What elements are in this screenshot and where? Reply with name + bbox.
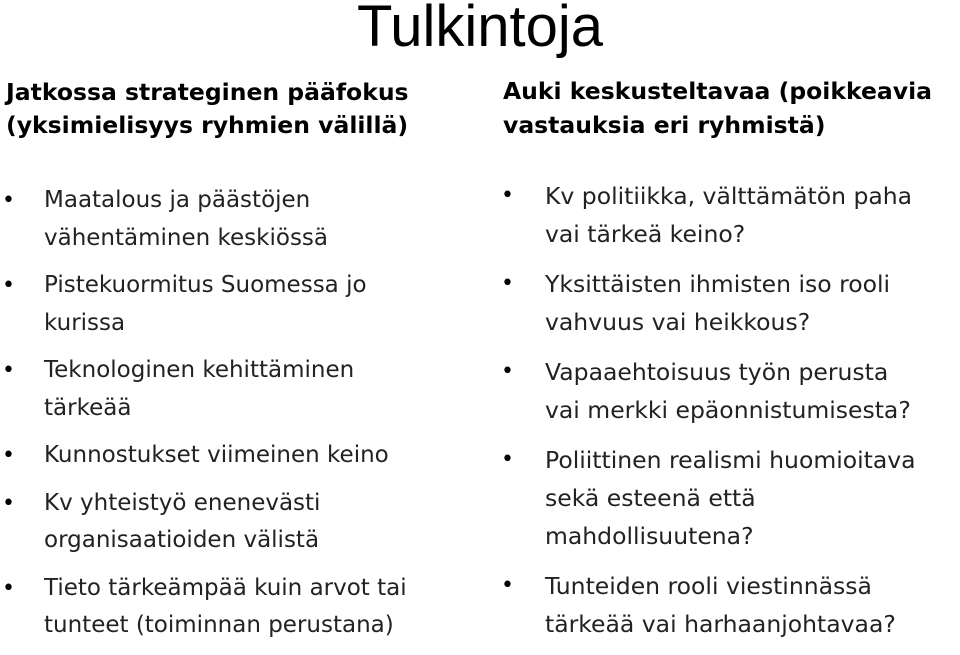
heading-line: Jatkossa strateginen pääfokus bbox=[6, 78, 409, 106]
item-line: vahvuus vai heikkous? bbox=[545, 308, 811, 336]
bullet-icon: • bbox=[2, 358, 15, 383]
item-line: mahdollisuutena? bbox=[545, 522, 754, 550]
item-line: sekä esteenä että bbox=[545, 484, 756, 512]
item-line: tunteet (toiminnan perustana) bbox=[44, 612, 394, 638]
item-line: vai merkki epäonnistumisesta? bbox=[545, 396, 911, 424]
item-line: Yksittäisten ihmisten iso rooli bbox=[545, 270, 891, 298]
list-item bbox=[503, 265, 958, 341]
list-item bbox=[503, 441, 958, 555]
list-item bbox=[503, 177, 958, 253]
list-item bbox=[2, 267, 476, 342]
bullet-icon: • bbox=[2, 188, 15, 213]
left-column-heading bbox=[6, 76, 476, 142]
heading-line: (yksimielisyys ryhmien välillä) bbox=[6, 111, 409, 139]
bullet-icon: • bbox=[501, 183, 514, 208]
right-column bbox=[503, 76, 958, 655]
list-item bbox=[503, 567, 958, 643]
item-line: Teknologinen kehittäminen bbox=[44, 357, 355, 383]
item-line: tärkeää vai harhaanjohtavaa? bbox=[545, 610, 896, 638]
list-item bbox=[2, 485, 476, 560]
bullet-icon: • bbox=[2, 575, 15, 601]
item-line: Tunteiden rooli viestinnässä bbox=[545, 572, 872, 600]
left-column bbox=[2, 76, 476, 655]
right-bullet-list bbox=[503, 177, 958, 643]
item-line: Kv yhteistyö enenevästi bbox=[44, 489, 321, 516]
bullet-icon: • bbox=[501, 573, 514, 598]
item-line: vai tärkeä keino? bbox=[545, 220, 746, 248]
list-item bbox=[2, 182, 476, 257]
bullet-icon: • bbox=[501, 359, 514, 384]
item-line: Kv politiikka, välttämätön paha bbox=[545, 182, 913, 210]
bullet-icon: • bbox=[2, 273, 15, 298]
right-column-heading bbox=[503, 74, 958, 142]
item-line: Kunnostukset viimeinen keino bbox=[44, 442, 389, 468]
bullet-icon: • bbox=[501, 271, 514, 296]
item-line: kurissa bbox=[44, 309, 126, 336]
item-line: Maatalous ja päästöjen bbox=[44, 187, 311, 213]
left-bullet-list bbox=[2, 182, 476, 645]
bullet-icon: • bbox=[501, 447, 514, 472]
item-line: tärkeää bbox=[44, 394, 132, 421]
list-item bbox=[2, 570, 476, 645]
list-item bbox=[2, 352, 476, 427]
bullet-icon: • bbox=[2, 490, 15, 516]
list-item bbox=[503, 353, 958, 429]
heading-line: Auki keskusteltavaa (poikkeavia bbox=[503, 77, 933, 105]
heading-line: vastauksia eri ryhmistä) bbox=[503, 111, 826, 139]
list-item bbox=[2, 437, 476, 475]
slide-title: Tulkintoja bbox=[356, 0, 604, 59]
item-line: Vapaaehtoisuus työn perusta bbox=[545, 358, 889, 386]
bullet-icon: • bbox=[2, 443, 15, 468]
item-line: Poliittinen realismi huomioitava bbox=[545, 446, 916, 474]
item-line: vähentäminen keskiössä bbox=[44, 224, 329, 251]
item-line: Tieto tärkeämpää kuin arvot tai bbox=[44, 574, 407, 601]
item-line: Pistekuormitus Suomessa jo bbox=[44, 272, 367, 298]
item-line: organisaatioiden välistä bbox=[44, 527, 320, 553]
